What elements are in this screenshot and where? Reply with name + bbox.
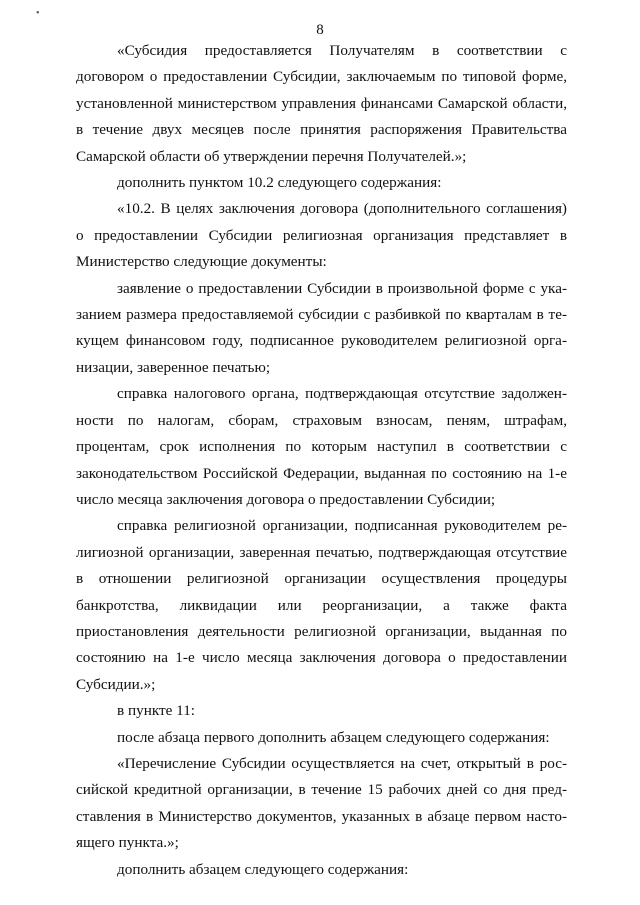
paragraph-item-10-2: «10.2. В целях заключения договора (дополнительного соглашения) о предоставлении Субсидии религиозная организация представляет в Министерство следующие документы: [76,200,567,271]
paragraph-transfer: «Перечисление Субсидии осуществляется на счет, открытый в российской кредитной организации, в течение 15 рабочих дней со дня представления в Министерство документов, указанных в абзаце первом настоящего пункта.»; [76,754,567,852]
paragraph-organization-certificate: справка религиозной организации, подписанная руководителем религиозной организации, заверенная печатью, подтверждающая отсутствие в отношении религиозной организации осуществления процедуры банкротства, ликвидации или реорганизации, а также факта приостановления деятельности религиозной организации, выданная по состоянию на 1-е число месяца заключения договора о предоставлении Субсидии.»; [76,517,567,693]
corner-mark: • [36,8,40,19]
page-number: 8 [316,22,324,38]
paragraph-add-paragraph: дополнить абзацем следующего содержания: [117,860,409,878]
paragraph-add-item-10-2: дополнить пунктом 10.2 следующего содержания: [117,174,442,192]
document-body [76,38,567,883]
paragraph-item-11: в пункте 11: [117,702,196,720]
paragraph-after-first-paragraph: после абзаца первого дополнить абзацем следующего содержания: [117,728,550,746]
paragraph-application: заявление о предоставлении Субсидии в произвольной форме с указанием размера предоставляемой субсидии с разбивкой по кварталам в текущем финансовом году, подписанное руководителем религиозной организации, заверенное печатью; [76,279,567,376]
paragraph-subsidy-agreement: «Субсидия предоставляется Получателям в соответствии с договором о предоставлении Субсидии, заключаемым по типовой форме, установленной министерством управления финансами Самарской области, в течение двух месяцев после принятия распоряжения Правительства Самарской области об утверждении перечня Получателей.»; [76,42,567,165]
paragraph-tax-certificate: справка налогового органа, подтверждающая отсутствие задолженности по налогам, сборам, страховым взносам, пеням, штрафам, процентам, срок исполнения по которым наступил в соответствии с законодательством Российской Федерации, выданная по состоянию на 1-е число месяца заключения договора о предоставлении Субсидии; [76,385,567,508]
